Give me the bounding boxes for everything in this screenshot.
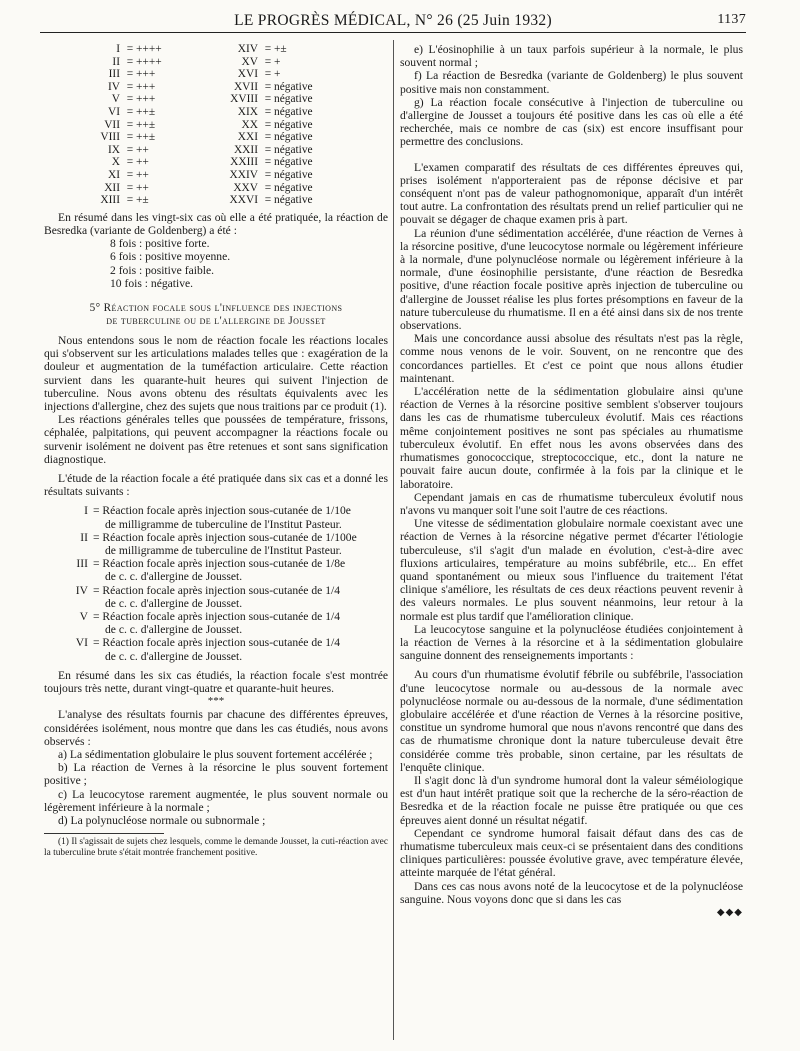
case-result: ++ [136,156,149,169]
focal-result-item: II = Réaction focale après injection sous-cutanée de 1/100e de milligramme de tuberculine de l'Institut Pasteur. [80,530,357,557]
case-number: XIII [100,194,120,207]
paragraph-concordance: Mais une concordance aussi absolue des résultats n'est pas la règle, comme nous venons de le voir. Souvent, on ne rencontre que des concordances partielles. Et c'est ce point que nous allons étudier maintenant. [400,332,743,385]
case-number: XVII [233,80,258,93]
equals-sign: = [126,118,134,131]
case-result: +++ [136,80,156,93]
case-number: XXIII [230,156,258,169]
section-heading [44,302,388,328]
case-result: négative [274,181,313,194]
right-column [400,43,743,919]
running-header [40,8,746,33]
case-number: V [111,93,120,106]
case-result: négative [274,105,313,118]
paragraph-syndrome: Au cours d'un rhumatisme évolutif fébrile ou subfébrile, l'association d'une leucocytose normale ou au-dessous de la normale avec polynucléose normale ou au-dessous de la normale, d'une sédimentation globulaire accélérée et d'une réaction de Vernes à la résorcine positive, constitue un syndrome humoral que nous n'avons rencontré que dans des cas de rhumatisme chronique dont la nature tuberculeuse devait être considérée comme très probable, sinon certaine, par les résultats de l'enquête clinique. [400,668,743,774]
case-number: XXVI [229,194,258,207]
case-number: VII [104,118,120,131]
case-result: ++ [136,143,149,156]
equals-sign: = [264,143,272,156]
equals-sign: = [126,168,134,181]
case-result: +± [136,194,149,207]
equals-sign: = [126,80,134,93]
equals-sign: = [264,105,272,118]
case-result: + [274,68,281,81]
case-result: +++ [136,93,156,106]
paragraph-general-reactions: Les réactions générales telles que poussées de température, frissons, céphalée, palpitations, qui peuvent accompagner la réactions focale ou survenir isolément ne doivent pas être retenues et sont sans signification diagnostique. [44,413,388,466]
equals-sign: = [264,55,272,68]
case-result: ++± [136,118,156,131]
footnote: (1) Il s'agissait de sujets chez lesquels, comme le demande Jousset, la cuti-réaction avec la tuberculine brute s'était montrée franchement positive. [44,837,388,858]
section-heading-line1: Réaction focale sous l'influence des injections [103,301,343,314]
results-row [88,156,360,169]
equals-sign: = [126,181,134,194]
case-number: II [112,55,120,68]
results-row [88,119,360,132]
case-result: +++ [136,68,156,81]
case-result: ++++ [136,55,162,68]
equals-sign: = [126,105,134,118]
equals-sign: = [264,168,272,181]
case-number: XXI [237,131,258,144]
results-row [88,131,360,144]
paragraph-humoral-value: Il s'agit donc là d'un syndrome humoral dont la valeur séméiologique est d'un haut intérêt pratique soit que la recherche de la séro-réaction de Besredka et de la réaction focale ne puisse être pratiquée ou que ces épreuves aient donné un résultat négatif. [400,773,743,827]
case-number: XV [241,55,258,68]
equals-sign: = [264,156,272,169]
case-number: XIV [237,43,258,55]
case-number: XI [107,168,120,181]
focal-result-item: V = Réaction focale après injection sous-cutanée de 1/4 de c. c. d'allergine de Jousset. [79,610,341,637]
paragraph-reunion: La réunion d'une sédimentation accélérée, d'une réaction de Vernes à la résorcine positive, d'une leucocytose normale ou légèrement inférieure à la normale, d'une polynucléose normale ou légèrement inférieure à la normale, d'une éosinophilie persistante, d'une réaction de Besredka positive, d'une réaction focale positive après injection de tuberculine ou d'allergine de Jousset réalise les plus fortes présomptions en faveur de la nature tuberculeuse du rhumatisme. Il en a été ainsi dans six de nos trente observations. [400,226,743,333]
paragraph-focal-definition: Nous entendons sous le nom de réaction focale les réactions locales qui s'observent sur les articulations malades telles que : exagération de la douleur et augmentation de la tuméfaction articulaire. Cette réaction survient dans les quarante-huit heures qui suivent l'injection de tuberculine. Nous avons obtenu des résultats équivalents avec les injections d'allergine, chez des sujets que nous traitions par ce produit (1). [44,333,388,413]
paragraph-continuation: Dans ces cas nous avons noté de la leucocytose et de la polynucléose sanguine. Nous voyons donc que si dans les cas [400,879,743,906]
equals-sign: = [126,143,134,156]
observation-g: g) La réaction focale consécutive à l'injection de tuberculine ou d'allergine de Jousset a toujours été positive dans les cas où elle a été recherchée, mais ce nombre de cas (six) est encore insuffisant pour permettre des conclusions. [400,95,743,149]
section-number: 5° [89,301,101,314]
count-item: 8 fois : positive forte. [110,237,210,251]
focal-result-item: I = Réaction focale après injection sous-cutanée de 1/10e de milligramme de tuberculine de l'Institut Pasteur. [84,504,351,531]
section-heading-line2: de tuberculine ou de l'allergine de Jousset [106,314,326,327]
case-number: XVI [237,68,258,81]
counts-list [110,237,388,290]
focal-result-item: VI = Réaction focale après injection sous-cutanée de 1/4 de c. c. d'allergine de Jousset. [75,636,341,663]
observation-d: d) La polynucléose normale ou subnormale ; [58,814,266,828]
case-result: ++++ [136,43,162,55]
case-number: IV [107,80,120,93]
case-result: négative [274,80,313,93]
summary-besredka: En résumé dans les vingt-six cas où elle a été pratiquée, la réaction de Besredka (variante de Goldenberg) a été : [44,210,388,237]
observation-c: c) La leucocytose rarement augmentée, le plus souvent normale ou légèrement inférieure à la normale ; [44,787,388,814]
case-number: XII [104,181,120,194]
equals-sign: = [264,118,272,131]
results-row [88,106,360,119]
case-result: négative [274,131,313,144]
left-column [44,43,388,858]
case-result: ++± [136,105,156,118]
equals-sign: = [264,194,272,207]
case-number: X [111,156,120,169]
case-number: I [116,43,120,55]
journal-title: LE PROGRÈS MÉDICAL, N° 26 (25 Juin 1932) [234,12,552,29]
case-result: négative [274,143,313,156]
case-result: +± [274,43,287,55]
besredka-results-table [88,43,360,207]
observation-a: a) La sédimentation globulaire le plus souvent fortement accélérée ; [58,748,373,762]
count-item: 2 fois : positive faible. [110,263,215,277]
equals-sign: = [126,55,134,68]
results-row [88,81,360,94]
equals-sign: = [264,43,272,55]
case-result: négative [274,156,313,169]
case-result: ++ [136,168,149,181]
case-result: ++ [136,181,149,194]
focal-result-item: III = Réaction focale après injection sous-cutanée de 1/8e de c. c. d'allergine de Jousset. [76,557,346,584]
paragraph-comparative-exam: L'examen comparatif des résultats de ces différentes épreuves qui, prises isolément n'apporteraient pas de réponse décisive et par conséquent n'ont pas de valeur pathognomonique, apparaît d'un intérêt tout autre. La confrontation des résultats prend un relief particulier qui ne pouvait se dégager de chaque examen pris à part. [400,160,743,227]
equals-sign: = [126,43,134,55]
equals-sign: = [126,93,134,106]
results-row [88,93,360,106]
case-number: XXII [233,143,258,156]
paragraph-exceptions: Cependant ce syndrome humoral faisait défaut dans des cas de rhumatisme tuberculeux mais ceux-ci se présentaient dans des conditions cliniques particulières: poussée évolutive grave, avec température élevée, atteinte marquée de l'état général. [400,826,743,880]
equals-sign: = [264,80,272,93]
paragraph-analysis: L'analyse des résultats fournis par chacune des différentes épreuves, considérées isolément, nous montre que dans les cas étudiés, nous avons observés : [44,708,388,748]
case-number: IX [107,143,120,156]
case-number: VIII [100,131,120,144]
case-number: XVIII [230,93,258,106]
case-result: négative [274,118,313,131]
equals-sign: = [264,68,272,81]
focal-result-item: IV = Réaction focale après injection sous-cutanée de 1/4 de c. c. d'allergine de Jousset. [75,583,341,610]
results-row [88,43,360,56]
equals-sign: = [126,68,134,81]
results-row [88,194,360,207]
equals-sign: = [264,131,272,144]
page-number: 1137 [717,12,746,27]
case-result: négative [274,194,313,207]
paragraph-summary-six: En résumé dans les six cas étudiés, la réaction focale s'est montrée toujours très nette, durant vingt-quatre et quarante-huit heures. [44,668,388,696]
equals-sign: = [264,93,272,106]
footnote-rule [44,833,164,834]
paragraph-normal-sedimentation: Une vitesse de sédimentation globulaire normale coexistant avec une réaction de Vernes à la résorcine négative permet d'écarter l'étiologie tuberculeuse, s'il s'agit d'un malade en évolution, c'est-à-dire avec fluxions articulaires, température au moins subfébrile, etc... En effet quand spontanément ou mieux sous l'influence du traitement l'état clinique s'améliore, les résultats de ces deux réactions peuvent revenir à des valeurs normales. Le plus souvent néanmoins, leur retour à la normale est plus tardif que l'amélioration clinique. [400,517,743,623]
results-row [88,182,360,195]
case-number: III [108,68,120,81]
case-number: XXV [233,181,258,194]
equals-sign: = [126,194,134,207]
observation-f: f) La réaction de Besredka (variante de Goldenberg) le plus souvent positive mais non constamment. [400,69,743,96]
paragraph-acceleration: L'accélération nette de la sédimentation globulaire ainsi qu'une réaction de Vernes à la résorcine positive semblent s'observer toujours dans les cas de rhumatisme tuberculeux évolutif. Mais ces réactions même conjointement positives ne sont pas spéciales au rhumatisme tuberculeux évolutif. En effet nous les avons observées dans des rhumatismes gonococcique, streptococcique, etc., dont la nature ne pouvait faire aucun doute, confirmée à la fois par la clinique et le laboratoire. [400,385,743,491]
case-result: négative [274,93,313,106]
case-number: VI [107,105,120,118]
case-number: XXIV [229,168,258,181]
count-item: 10 fois : négative. [110,276,194,290]
case-number: XIX [237,105,258,118]
equals-sign: = [126,131,134,144]
case-result: + [274,55,281,68]
case-result: ++± [136,131,156,144]
case-number: XX [241,118,258,131]
paragraph-never-missing: Cependant jamais en cas de rhumatisme tuberculeux évolutif nous n'avons vu manquer soit l'une soit l'autre de ces réactions. [400,490,743,517]
count-item: 6 fois : positive moyenne. [110,250,231,264]
observation-b: b) La réaction de Vernes à la résorcine le plus souvent fortement positive ; [44,761,388,788]
results-row [88,169,360,182]
equals-sign: = [126,156,134,169]
equals-sign: = [264,181,272,194]
paragraph-leucocytose: La leucocytose sanguine et la polynucléose étudiées conjointement à la réaction de Vernes à la résorcine et à la sédimentation globulaire sanguine donnent des renseignements importants : [400,622,743,663]
observation-e: e) L'éosinophilie à un taux parfois supérieur à la normale, le plus souvent normal ; [400,43,743,70]
focal-results-list [44,504,388,662]
column-divider [393,40,394,1040]
results-row [88,68,360,81]
results-row [88,144,360,157]
results-row [88,56,360,69]
case-result: négative [274,168,313,181]
section-separator-stars: *** [207,695,225,708]
paragraph-study: L'étude de la réaction focale a été pratiquée dans six cas et a donné les résultats suivants : [44,471,388,499]
continuation-mark: ◆◆◆ [716,907,743,918]
